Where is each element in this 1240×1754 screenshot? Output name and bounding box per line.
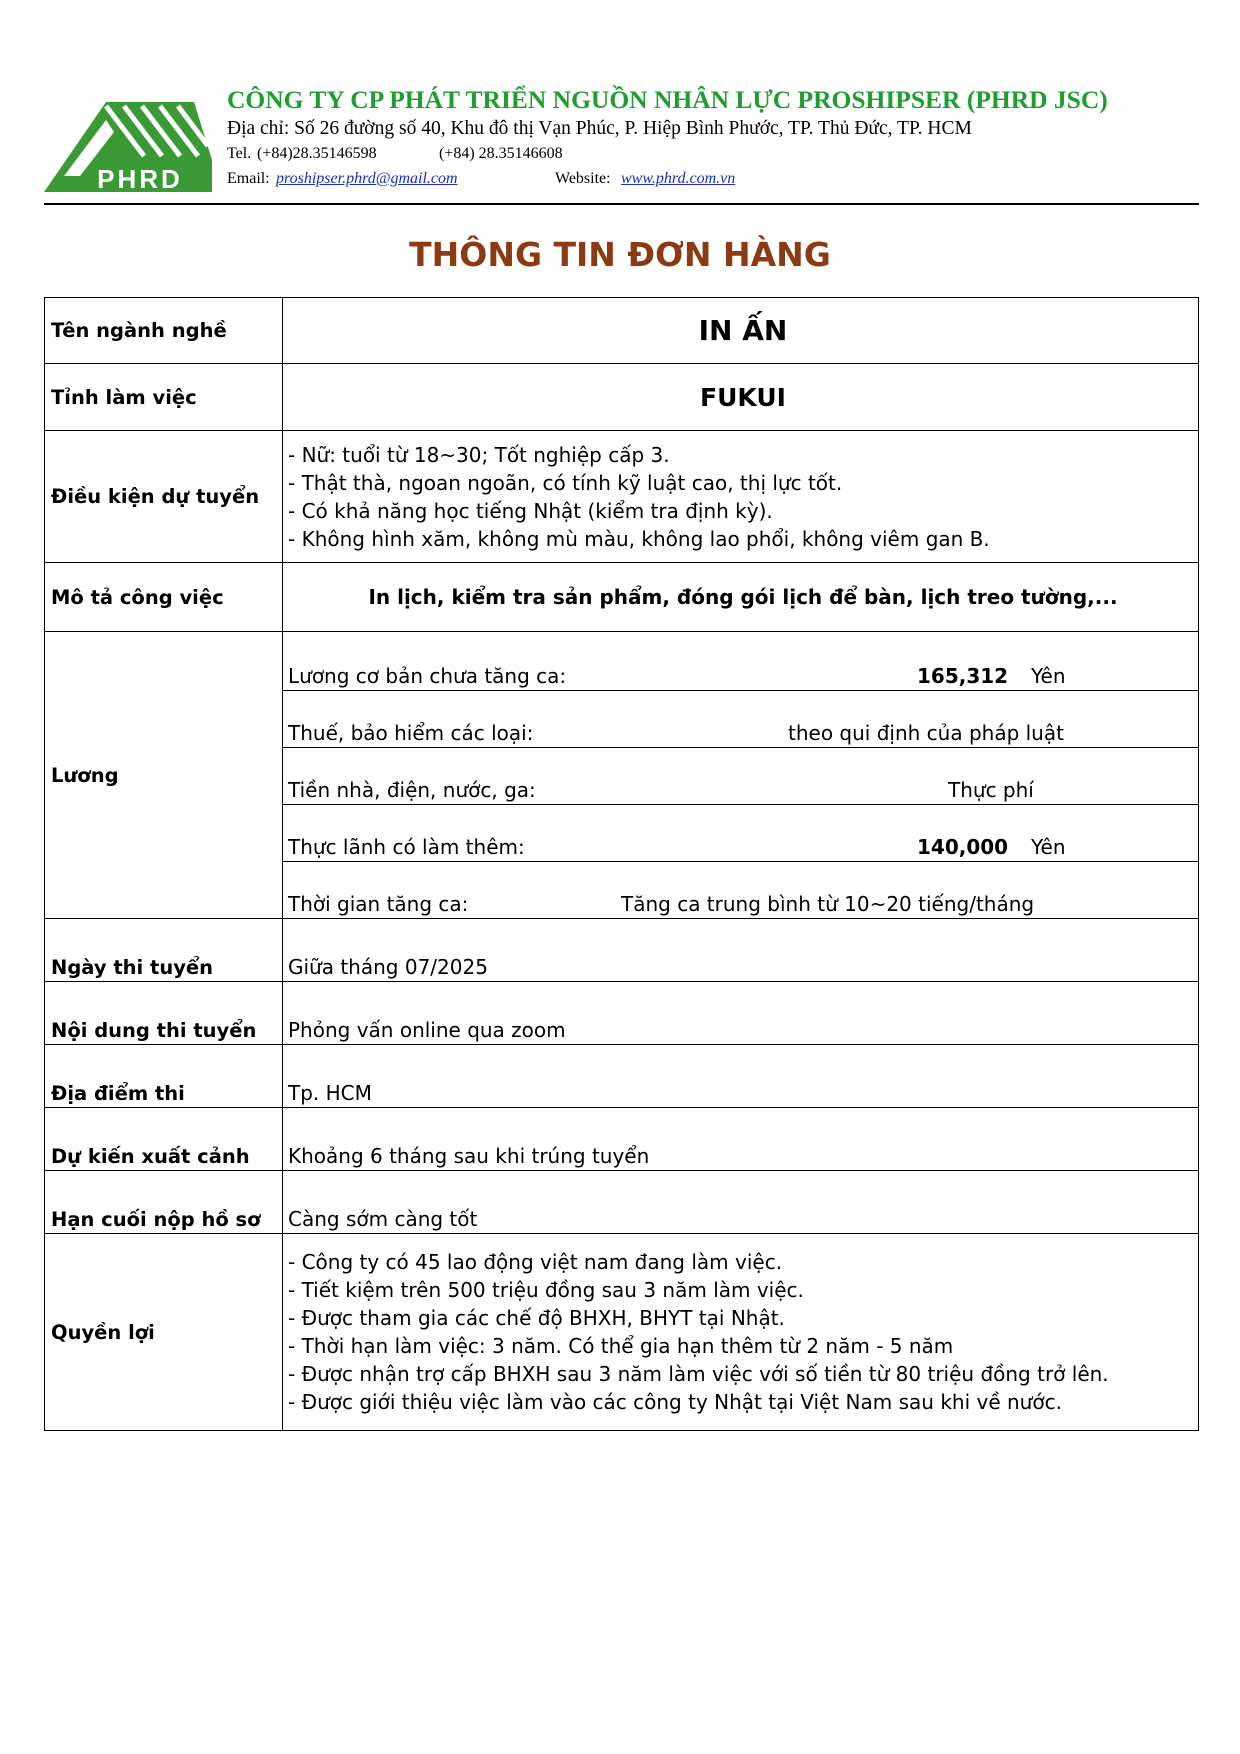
label-salary: Lương <box>45 632 283 919</box>
salary-base-value: 165,312 <box>917 663 1009 688</box>
row-exam-location <box>45 1045 1199 1108</box>
tel-1: (+84)28.35146598 <box>257 145 377 162</box>
benefit-item: - Được giới thiệu việc làm vào các công ty Nhật tại Việt Nam sau khi về nước. <box>288 1390 1062 1414</box>
label-requirements: Điều kiện dự tuyển <box>45 431 283 563</box>
row-exam-content <box>45 982 1199 1045</box>
row-salary <box>45 632 1199 919</box>
requirement-item: - Nữ: tuổi từ 18~30; Tốt nghiệp cấp 3. <box>288 442 670 467</box>
salary-tax-label: Thuế, bảo hiểm các loại: <box>288 720 534 745</box>
label-description: Mô tả công việc <box>45 563 283 632</box>
label-province: Tỉnh làm việc <box>45 364 283 431</box>
value-requirements <box>283 431 1199 563</box>
value-salary <box>283 632 1199 919</box>
company-phone <box>227 141 1197 166</box>
value-exam-location: Tp. HCM <box>283 1045 1199 1108</box>
row-deadline <box>45 1171 1199 1234</box>
label-deadline: Hạn cuối nộp hồ sơ <box>45 1171 283 1234</box>
company-name: CÔNG TY CP PHÁT TRIỂN NGUỒN NHÂN LỰC PROSHIPSER (PHRD JSC) <box>227 85 1108 114</box>
salary-net-label: Thực lãnh có làm thêm: <box>288 834 525 859</box>
label-exam-content: Nội dung thi tuyển <box>45 982 283 1045</box>
row-province <box>45 364 1199 431</box>
requirement-item: - Có khả năng học tiếng Nhật (kiểm tra định kỳ). <box>288 498 773 523</box>
company-address: Địa chỉ: Số 26 đường số 40, Khu đô thị Vạn Phúc, P. Hiệp Bình Phước, TP. Thủ Đức, TP. HCM <box>227 118 972 139</box>
benefit-item: - Tiết kiệm trên 500 triệu đồng sau 3 năm làm việc. <box>288 1278 804 1302</box>
value-deadline: Càng sớm càng tốt <box>283 1171 1199 1234</box>
salary-overtime-value: Tăng ca trung bình từ 10~20 tiếng/tháng <box>621 891 1035 916</box>
logo-text: PHRD <box>97 164 183 194</box>
value-exam-date: Giữa tháng 07/2025 <box>283 919 1199 982</box>
benefit-item: - Thời hạn làm việc: 3 năm. Có thể gia hạn thêm từ 2 năm - 5 năm <box>288 1334 954 1358</box>
label-benefits: Quyền lợi <box>45 1234 283 1431</box>
value-benefits <box>283 1234 1199 1431</box>
website-label: Website: <box>555 170 611 187</box>
requirement-item: - Thật thà, ngoan ngoãn, có tính kỹ luật cao, thị lực tốt. <box>288 470 843 495</box>
salary-net-unit: Yên <box>1031 834 1066 859</box>
salary-overtime-row <box>283 861 1198 918</box>
row-requirements <box>45 431 1199 563</box>
salary-base-unit: Yên <box>1031 663 1066 688</box>
salary-tax-value: theo qui định của pháp luật <box>788 720 1064 745</box>
email-link[interactable]: proshipser.phrd@gmail.com <box>276 170 458 187</box>
benefit-item: - Được tham gia các chế độ BHXH, BHYT tại Nhật. <box>288 1306 785 1330</box>
row-description <box>45 563 1199 632</box>
email-label: Email: <box>227 170 270 187</box>
value-job: IN ẤN <box>283 298 1199 364</box>
salary-net-row <box>283 804 1198 862</box>
row-benefits <box>45 1234 1199 1431</box>
label-exam-location: Địa điểm thi <box>45 1045 283 1108</box>
website-link[interactable]: www.phrd.com.vn <box>621 170 736 187</box>
label-job: Tên ngành nghề <box>45 298 283 364</box>
salary-base-row <box>283 633 1198 691</box>
page-title: THÔNG TIN ĐƠN HÀNG <box>409 235 831 274</box>
label-departure: Dự kiến xuất cảnh <box>45 1108 283 1171</box>
salary-housing-row <box>283 747 1198 805</box>
tel-2: (+84) 28.35146608 <box>439 145 563 162</box>
salary-breakdown <box>283 633 1198 918</box>
salary-housing-value: Thực phí <box>948 777 1034 802</box>
company-info <box>227 84 1197 191</box>
salary-overtime-label: Thời gian tăng ca: <box>288 891 469 916</box>
value-province: FUKUI <box>283 364 1199 431</box>
label-exam-date: Ngày thi tuyển <box>45 919 283 982</box>
row-departure <box>45 1108 1199 1171</box>
value-departure: Khoảng 6 tháng sau khi trúng tuyển <box>283 1108 1199 1171</box>
salary-base-label: Lương cơ bản chưa tăng ca: <box>288 663 567 688</box>
salary-housing-label: Tiền nhà, điện, nước, ga: <box>288 777 536 802</box>
benefit-item: - Được nhận trợ cấp BHXH sau 3 năm làm việc với số tiền từ 80 triệu đồng trở lên. <box>288 1362 1109 1386</box>
value-exam-content: Phỏng vấn online qua zoom <box>283 982 1199 1045</box>
row-exam-date <box>45 919 1199 982</box>
header-divider <box>44 203 1199 205</box>
order-info-table <box>44 297 1199 1431</box>
company-contact <box>227 166 1197 191</box>
tel-label: Tel. <box>227 145 252 162</box>
value-description: In lịch, kiểm tra sản phẩm, đóng gói lịch để bàn, lịch treo tường,... <box>283 563 1199 632</box>
letterhead <box>44 84 1199 204</box>
benefit-item: - Công ty có 45 lao động việt nam đang làm việc. <box>288 1250 783 1274</box>
row-job <box>45 298 1199 364</box>
requirement-item: - Không hình xăm, không mù màu, không lao phổi, không viêm gan B. <box>288 526 990 551</box>
phrd-logo <box>44 90 214 196</box>
salary-tax-row <box>283 690 1198 748</box>
salary-net-value: 140,000 <box>917 834 1009 859</box>
